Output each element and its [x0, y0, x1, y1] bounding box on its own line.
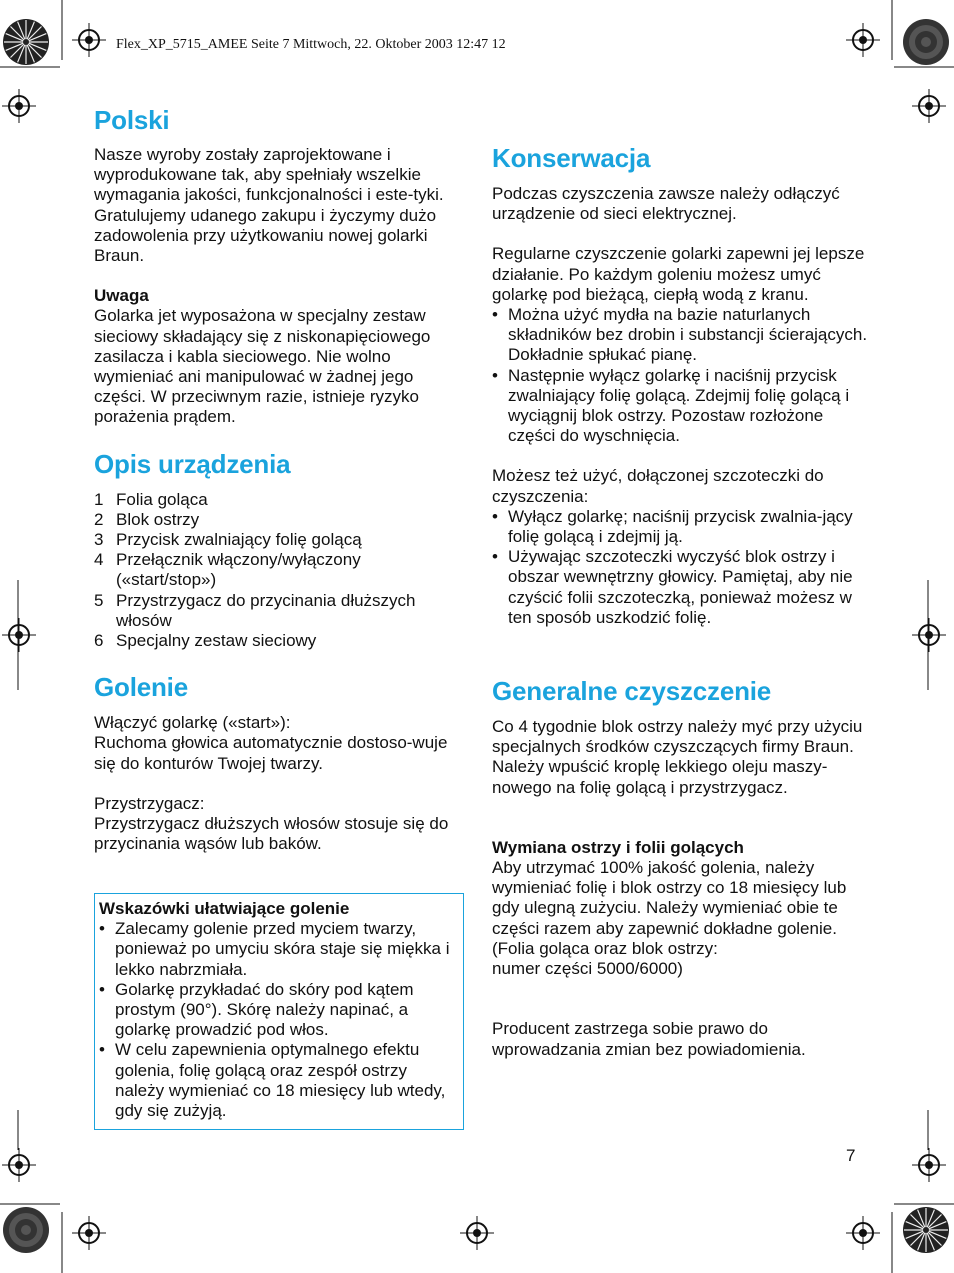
list-item: 4 Przełącznik włączony/wyłączony («start/stop») [94, 550, 361, 590]
general-cleaning-paragraph-2: Należy wpuścić kroplę lekkiego oleju maszy-nowego na folię golącą i przystrzygacz. [492, 757, 828, 797]
note-heading: Uwaga [94, 286, 149, 306]
maintenance-paragraph-3: Możesz też użyć, dołączonej szczoteczki do czyszczenia: [492, 466, 824, 506]
list-item: 3 Przycisk zwalniający folię golącą [94, 530, 362, 550]
section-title-description: Opis urządzenia [94, 448, 291, 479]
starburst-mark-icon [2, 18, 50, 66]
list-item: 5 Przystrzygacz do przycinania dłuższych włosów [94, 590, 416, 630]
part-number-line-2: numer części 5000/6000) [492, 959, 683, 979]
maintenance-paragraph-1: Podczas czyszczenia zawsze należy odłączyć urządzenie od sieci elektrycznej. [492, 184, 840, 224]
starburst-mark-icon [902, 1206, 950, 1254]
intro-paragraph: Nasze wyroby zostały zaprojektowane i wyprodukowane tak, aby spełniały wszelkie wymagania jakości, funkcjonalności i este-tyki. Gratulujemy udanego zakupu i życzymy dużo zadowolenia przy użytkowaniu nowej golarki Braun. [94, 145, 444, 266]
list-item: • W celu zapewnienia optymalnego efektu golenia, folię golącą oraz zespół ostrzy należy wymieniać co 18 miesięcy lub wtedy, gdy się zużyją. [99, 1040, 459, 1121]
note-paragraph: Golarka jet wyposażona w specjalny zestaw sieciowy składający się z niskonapięciowego zasilacza i kabla sieciowego. Nie wolno wymieniać ani manipulować w żadnej jego części. W przeciwnym razie, istnieje ryzyko porażenia prądem. [94, 306, 431, 427]
section-title-general-cleaning: Generalne czyszczenie [492, 676, 772, 707]
trimmer-label: Przystrzygacz: [94, 793, 205, 813]
list-item: 1 Folia goląca [94, 489, 208, 509]
replacement-heading: Wymiana ostrzy i folii golących [492, 837, 744, 857]
list-item: 2 Blok ostrzy [94, 509, 200, 529]
tips-heading: Wskazówki ułatwiające golenie [99, 899, 350, 918]
shaving-start-line: Włączyć golarkę («start»): [94, 713, 291, 733]
shaving-head-paragraph: Ruchoma głowica automatycznie dostoso-wuje się do konturów Twojej twarzy. [94, 733, 448, 773]
list-item: • Używając szczoteczki wyczyść blok ostrzy i obszar wewnętrzny głowicy. Pamiętaj, aby nie czyścić folii szczoteczką, ponieważ możesz w ten sposób uszkodzić folię. [492, 547, 872, 628]
maintenance-paragraph-2: Regularne czyszczenie golarki zapewni jej lepsze działanie. Po każdym goleniu możesz umyć golarkę pod bieżącą, ciepłą wodą z kranu. [492, 244, 865, 304]
part-number-line-1: (Folia goląca oraz blok ostrzy: [492, 938, 718, 958]
replacement-paragraph: Aby utrzymać 100% jakość golenia, należy wymieniać folię i blok ostrzy co 18 miesięcy lub gdy ulegną zużyciu. Należy wymieniać obie te części razem aby zapewnić dokładne golenie. [492, 858, 847, 938]
trimmer-paragraph: Przystrzygacz dłuższych włosów stosuje się do przycinania wąsów lub baków. [94, 814, 449, 854]
list-item: • Wyłącz golarkę; naciśnij przycisk zwalnia-jący folię golącą i zdejmij ją. [492, 507, 872, 547]
starburst-mark-icon [902, 18, 950, 66]
list-item: • Zalecamy golenie przed myciem twarzy, ponieważ po umyciu skóra staje się miękka i lekko nabrzmiała. [99, 919, 459, 980]
list-item: • Golarkę przykładać do skóry pod kątem prostym (90°). Skórę należy napinać, a golarkę prowadzić pod włos. [99, 980, 459, 1041]
list-item: 6 Specjalny zestaw sieciowy [94, 631, 317, 651]
section-title-maintenance: Konserwacja [492, 143, 651, 173]
starburst-mark-icon [2, 1206, 50, 1254]
list-item: • Można użyć mydła na bazie naturlanych składników bez drobin i substancji ścierających. Dokładnie spłukać pianę. [492, 305, 872, 366]
section-title-polski: Polski [94, 105, 170, 135]
page-number: 7 [846, 1146, 856, 1165]
print-header: Flex_XP_5715_AMEE Seite 7 Mittwoch, 22. Oktober 2003 12:47 12 [116, 37, 506, 52]
general-cleaning-paragraph-1: Co 4 tygodnie blok ostrzy należy myć przy użyciu specjalnych środków czyszczących firmy Braun. [492, 717, 863, 757]
disclaimer-paragraph: Producent zastrzega sobie prawo do wprowadzania zmian bez powiadomienia. [492, 1019, 806, 1059]
list-item: • Następnie wyłącz golarkę i naciśnij przycisk zwalniający folię golącą. Zdejmij folię golącą i wyciągnij blok ostrzy. Pozostaw rozłożone części do wyschnięcia. [492, 366, 872, 447]
section-title-shaving: Golenie [94, 672, 188, 703]
